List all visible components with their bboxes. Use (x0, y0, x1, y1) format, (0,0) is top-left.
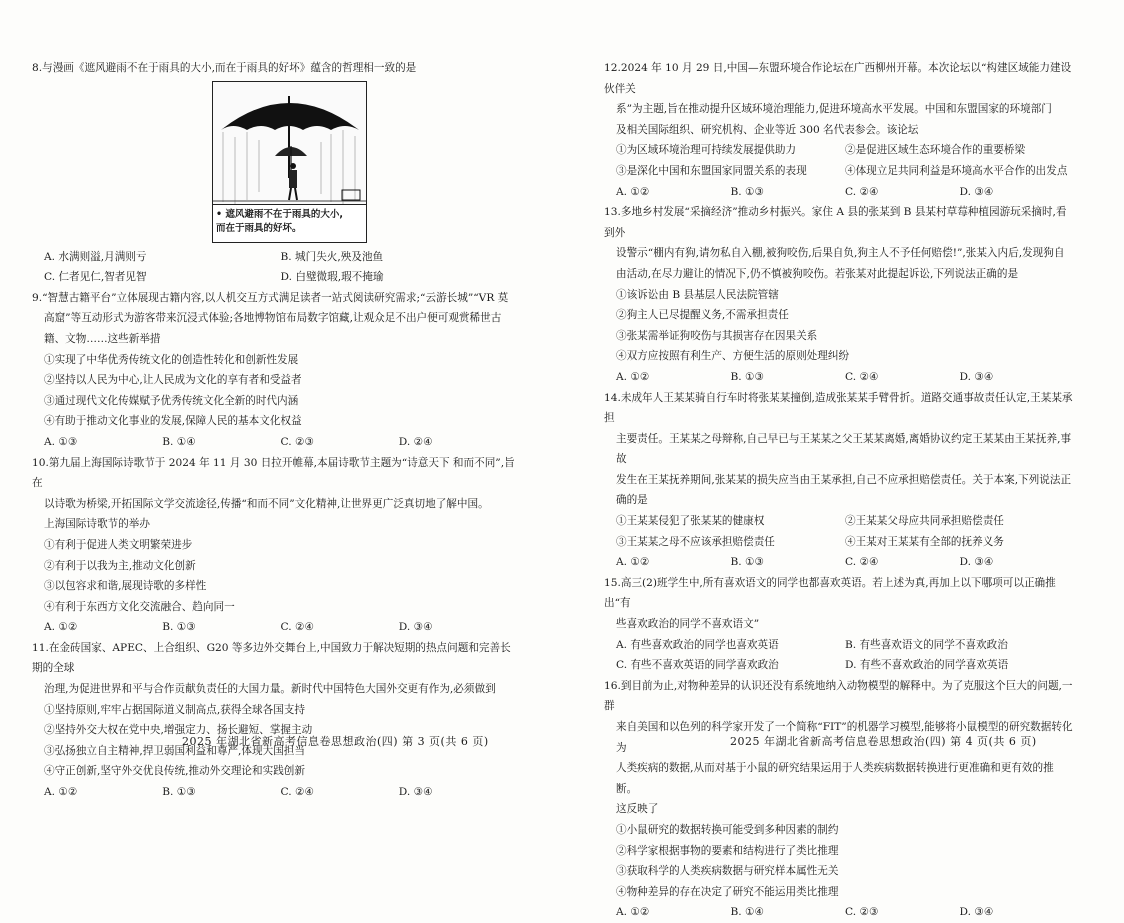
option-d[interactable]: D. ②④ (398, 435, 433, 448)
statement-1: ①坚持原则,牢牢占据国际道义制高点,获得全球各国支持 (44, 703, 305, 716)
statement-1: ①为区域环境治理可持续发展提供助力 (616, 144, 797, 157)
option-b[interactable]: B. 城门失火,殃及池鱼 (280, 250, 384, 263)
option-a[interactable]: A. ①② (616, 370, 650, 383)
statement-1: ①王某某侵犯了张某某的健康权 (616, 515, 765, 528)
question-10-stem-line-2: 以诗歌为桥梁,开拓国际文学交流途径,传播“和而不同”文化精神,让世界更广泛真切地了解中国。 (44, 497, 489, 510)
page-3 (32, 58, 517, 803)
option-c[interactable]: C. 有些不喜欢英语的同学喜欢政治 (616, 659, 779, 672)
question-13 (604, 202, 1074, 387)
question-16-stem-line-4: 这反映了 (616, 803, 659, 816)
statement-3: ③王某某之母不应该承担赔偿责任 (616, 535, 775, 548)
statement-4: ④体现立足共同利益是环境高水平合作的出发点 (845, 164, 1068, 177)
option-d[interactable]: D. ③④ (959, 185, 994, 198)
option-b[interactable]: B. ①③ (730, 370, 765, 383)
statement-4: ④有利于东西方文化交流融合、趋向同一 (44, 600, 235, 613)
question-8-options (32, 247, 517, 288)
cartoon-caption (213, 204, 366, 242)
question-14-options (604, 552, 1074, 573)
question-16-stem-line-3: 人类疾病的数据,从而对基于小鼠的研究结果运用于人类疾病数据转换进行更准确和更有效的推断。 (616, 762, 1054, 795)
question-14-stem-line-3: 发生在王某抚养期间,张某某的损失应当由王某承担,自己不应承担赔偿责任。关于本案,下列说法正 (616, 473, 1072, 486)
question-9-stem-line-1: 9.“智慧古籍平台”立体展现古籍内容,以人机交互方式满足读者一站式阅读研究需求;“云游长城”“VR 莫 (32, 291, 509, 304)
question-16-stem-line-1: 16.到目前为止,对物种差异的认识还没有系统地纳入动物模型的解释中。为了克服这个巨大的问题,一群 (604, 679, 1073, 713)
option-d[interactable]: D. ③④ (959, 556, 994, 569)
page-4-footer: 2025 年湖北省新高考信息卷思想政治(四) 第 4 页(共 6 页) (730, 735, 1037, 748)
question-14-stem-line-2: 主要责任。王某某之母辩称,自己早已与王某某之父王某某离婚,离婚协议约定王某某由王某抚养,事故 (616, 432, 1072, 466)
statement-2: ②坚持外交大权在党中央,增强定力、扬长避短、掌握主动 (44, 724, 313, 737)
question-15-options (604, 635, 1074, 676)
question-11-stem-line-1: 11.在金砖国家、APEC、上合组织、G20 等多边外交舞台上,中国致力于解决短期的热点问题和完善长期的全球 (32, 641, 511, 675)
umbrella-cartoon (212, 81, 367, 243)
question-15-stem-line-1: 15.高三(2)班学生中,所有喜欢语文的同学也都喜欢英语。若上述为真,再加上以下哪项可以正确推出“有 (604, 576, 1056, 610)
statement-3: ③是深化中国和东盟国家同盟关系的表现 (616, 164, 807, 177)
statement-2: ②是促进区域生态环境合作的重要桥梁 (845, 144, 1026, 157)
page-3-footer: 2025 年湖北省新高考信息卷思想政治(四) 第 3 页(共 6 页) (182, 735, 489, 748)
page-4 (604, 58, 1074, 923)
question-13-options (604, 367, 1074, 388)
statement-3: ③弘扬独立自主精神,捍卫弱国利益和尊严,体现大国担当 (44, 744, 305, 757)
statement-1: ①该诉讼由 B 县基层人民法院管辖 (616, 288, 779, 301)
question-12-statements (604, 140, 1074, 181)
option-d[interactable]: D. 白璧微瑕,瑕不掩瑜 (280, 271, 384, 284)
option-c[interactable]: C. ②③ (845, 906, 879, 919)
cartoon-caption-line-2: 而在于雨具的好坏。 (216, 222, 302, 234)
question-16-options (604, 902, 1074, 923)
option-c[interactable]: C. ②④ (280, 621, 314, 634)
option-c[interactable]: C. ②④ (845, 556, 879, 569)
question-13-stem-line-3: 由活动,在尽力避让的情况下,仍不慎被狗咬伤。若张某对此提起诉讼,下列说法正确的是 (616, 267, 1019, 280)
option-a[interactable]: A. 有些喜欢政治的同学也喜欢英语 (616, 638, 779, 651)
option-d[interactable]: D. ③④ (959, 370, 994, 383)
option-c[interactable]: C. ②③ (280, 435, 314, 448)
question-10-stem-line-1: 10.第九届上海国际诗歌节于 2024 年 11 月 30 日拉开帷幕,本届诗歌节主题为“诗意天下 和而不同”,旨在 (32, 456, 515, 490)
question-14-stem-line-1: 14.未成年人王某某骑自行车时将张某某撞倒,造成张某某手臂骨折。道路交通事故责任认定,王某某承担 (604, 391, 1073, 425)
option-d[interactable]: D. ③④ (398, 621, 433, 634)
option-b[interactable]: B. ①③ (162, 786, 196, 799)
statement-3: ③以包容求和谐,展现诗歌的多样性 (44, 580, 207, 593)
question-8 (32, 58, 517, 288)
option-b[interactable]: B. 有些喜欢语文的同学不喜欢政治 (845, 638, 1008, 651)
question-9-options (32, 432, 517, 453)
option-a[interactable]: A. 水满则溢,月满则亏 (44, 250, 147, 263)
statement-4: ④王某对王某某有全部的抚养义务 (845, 535, 1004, 548)
option-d[interactable]: D. ③④ (959, 906, 994, 919)
option-b[interactable]: B. ①③ (730, 556, 765, 569)
statement-3: ③获取科学的人类疾病数据与研究样本属性无关 (616, 865, 839, 878)
question-12-options (604, 182, 1074, 203)
option-b[interactable]: B. ①④ (162, 435, 196, 448)
statement-1: ①有利于促进人类文明繁荣进步 (44, 538, 193, 551)
option-a[interactable]: A. ①② (616, 185, 650, 198)
question-13-stem-line-2: 设警示“棚内有狗,请勿私自入棚,被狗咬伤,后果自负,狗主人不予任何赔偿!”,张某入内后,发现狗自 (616, 247, 1065, 260)
statement-2: ②有利于以我为主,推动文化创新 (44, 559, 196, 572)
option-c[interactable]: C. 仁者见仁,智者见智 (44, 271, 147, 284)
question-11-stem-line-2: 治理,为促进世界和平与合作贡献负责任的大国力量。新时代中国特色大国外交更有作为,必须做到 (44, 683, 496, 696)
statement-3: ③张某需举证狗咬伤与其损害存在因果关系 (616, 329, 818, 342)
option-a[interactable]: A. ①② (616, 906, 650, 919)
option-a[interactable]: A. ①② (44, 786, 78, 799)
umbrella-cartoon-drawing (213, 82, 366, 206)
question-10-stem-line-3: 上海国际诗歌节的举办 (44, 518, 150, 531)
statement-2: ②科学家根据事物的要素和结构进行了类比推理 (616, 844, 839, 857)
statement-1: ①小鼠研究的数据转换可能受到多种因素的制约 (616, 823, 839, 836)
question-9 (32, 288, 517, 453)
question-8-stem: 8.与漫画《遮风避雨不在于雨具的大小,而在于雨具的好坏》蕴含的哲理相一致的是 (32, 62, 417, 74)
question-12-stem-line-1: 12.2024 年 10 月 29 日,中国—东盟环境合作论坛在广西柳州开幕。本次论坛以“构建区域能力建设伙伴关 (604, 62, 1072, 95)
question-15 (604, 573, 1074, 676)
question-14-statements (604, 511, 1074, 552)
option-b[interactable]: B. ①③ (162, 621, 196, 634)
option-c[interactable]: C. ②④ (845, 370, 879, 383)
option-a[interactable]: A. ①③ (44, 435, 78, 448)
option-c[interactable]: C. ②④ (280, 786, 314, 799)
question-15-stem-line-2: 些喜欢政治的同学不喜欢语文” (616, 618, 760, 631)
question-9-stem-line-3: 籍、文物……这些新举措 (44, 332, 161, 345)
statement-2: ②狗主人已尽提醒义务,不需承担责任 (616, 309, 789, 322)
cartoon-caption-line-1: • 遮风避雨不在于雨具的大小, (216, 208, 343, 220)
question-12-stem-line-2: 系”为主题,旨在推动提升区域环境治理能力,促进环境高水平发展。中国和东盟国家的环境部门 (616, 103, 1052, 116)
option-d[interactable]: D. 有些不喜欢政治的同学喜欢英语 (845, 659, 1009, 672)
question-12 (604, 58, 1074, 202)
question-11 (32, 638, 517, 803)
question-16 (604, 676, 1074, 923)
statement-4: ④双方应按照有利生产、方便生活的原则处理纠纷 (616, 350, 850, 363)
statement-4: ④有助于推动文化事业的发展,保障人民的基本文化权益 (44, 415, 302, 428)
statement-1: ①实现了中华优秀传统文化的创造性转化和创新性发展 (44, 353, 299, 366)
question-12-stem-line-3: 及相关国际组织、研究机构、企业等近 300 名代表参会。该论坛 (616, 123, 919, 136)
statement-4: ④物种差异的存在决定了研究不能运用类比推理 (616, 885, 839, 898)
option-d[interactable]: D. ③④ (398, 786, 433, 799)
question-9-stem-line-2: 高窟”等互动形式为游客带来沉浸式体验;各地博物馆布局数字馆藏,让观众足不出户便可观赏稀世古 (44, 312, 502, 325)
option-b[interactable]: B. ①④ (730, 906, 765, 919)
statement-3: ③通过现代文化传媒赋予优秀传统文化全新的时代内涵 (44, 394, 299, 407)
statement-4: ④守正创新,坚守外交优良传统,推动外交理论和实践创新 (44, 765, 305, 778)
question-10 (32, 453, 517, 638)
option-c[interactable]: C. ②④ (845, 185, 879, 198)
question-10-options (32, 617, 517, 638)
question-14-stem-line-4: 确的是 (616, 494, 648, 507)
option-a[interactable]: A. ①② (44, 621, 78, 634)
statement-2: ②王某某父母应共同承担赔偿责任 (845, 515, 1004, 528)
question-13-stem-line-1: 13.多地乡村发展“采摘经济”推动乡村振兴。家住 A 县的张某到 B 县某村草莓种植园游玩采摘时,看到外 (604, 206, 1067, 239)
statement-2: ②坚持以人民为中心,让人民成为文化的享有者和受益者 (44, 374, 302, 387)
question-14 (604, 388, 1074, 573)
question-16-stem-line-2: 来自美国和以色列的科学家开发了一个简称“FIT”的机器学习模型,能够将小鼠模型的研究数据转化为 (616, 721, 1073, 754)
option-b[interactable]: B. ①③ (730, 185, 765, 198)
option-a[interactable]: A. ①② (616, 556, 650, 569)
